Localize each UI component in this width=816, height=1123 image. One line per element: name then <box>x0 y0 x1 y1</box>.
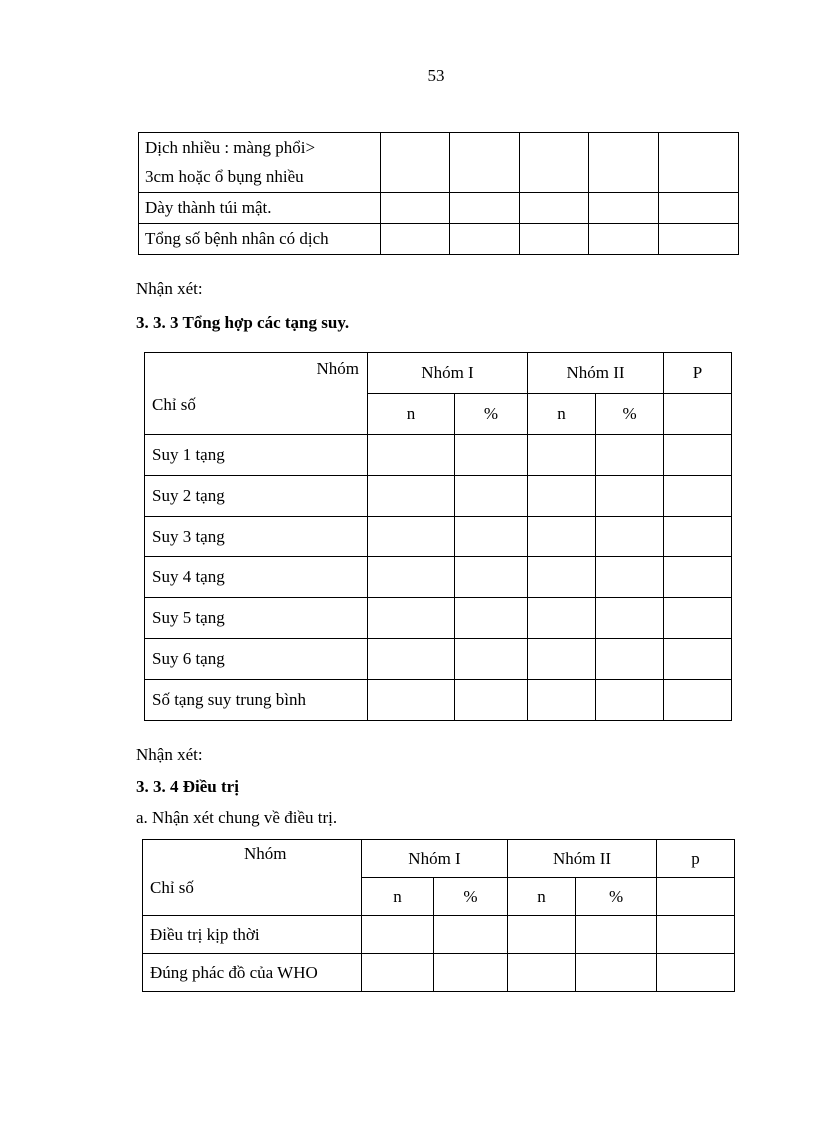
header-n: n <box>368 394 455 435</box>
row-label: Suy 6 tạng <box>145 639 368 680</box>
row-label: Suy 1 tạng <box>145 435 368 476</box>
header-percent: % <box>455 394 528 435</box>
row-label: Tổng số bệnh nhân có dịch <box>139 224 381 255</box>
table-row <box>145 598 732 639</box>
table-row <box>145 557 732 598</box>
row-label: Suy 2 tạng <box>145 476 368 517</box>
section-heading: 3. 3. 3 Tổng hợp các tạng suy. <box>136 313 350 332</box>
header-group-2: Nhóm II <box>528 353 664 394</box>
row-label: Suy 5 tạng <box>145 598 368 639</box>
table-row <box>143 916 735 954</box>
subsection-heading: a. Nhận xét chung về điều trị. <box>136 808 338 827</box>
header-p: P <box>664 353 732 394</box>
table-row <box>145 639 732 680</box>
header-n: n <box>528 394 596 435</box>
table-row <box>139 193 739 224</box>
table-row <box>139 224 739 255</box>
row-label: Đúng phác đồ của WHO <box>143 954 362 992</box>
remark-label: Nhận xét: <box>136 745 203 764</box>
table-row <box>143 954 735 992</box>
header-group-2: Nhóm II <box>508 840 657 878</box>
header-group-label: Nhóm <box>244 844 287 863</box>
table-organ-failure <box>144 352 732 721</box>
header-percent: % <box>596 394 664 435</box>
row-label-line: Dịch nhiều : màng phổi> <box>145 138 316 157</box>
table-header-row <box>145 353 732 394</box>
header-corner-cell <box>143 840 362 916</box>
header-percent: % <box>576 878 657 916</box>
header-index-label: Chỉ số <box>152 395 196 414</box>
row-label <box>139 133 381 193</box>
header-n: n <box>362 878 434 916</box>
table-row <box>145 517 732 557</box>
table-fluid <box>138 132 739 255</box>
header-group-1: Nhóm I <box>368 353 528 394</box>
row-label: Số tạng suy trung bình <box>145 680 368 721</box>
header-corner-cell <box>145 353 368 435</box>
header-index-label: Chỉ số <box>150 878 194 897</box>
table-row <box>145 476 732 517</box>
row-label: Suy 3 tạng <box>145 517 368 557</box>
header-percent: % <box>434 878 508 916</box>
row-label: Điều trị kịp thời <box>143 916 362 954</box>
table-row <box>145 680 732 721</box>
header-group-label: Nhóm <box>316 359 359 378</box>
table-header-row <box>143 840 735 878</box>
row-label-line: 3cm hoặc ổ bụng nhiều <box>145 167 304 186</box>
remark-label: Nhận xét: <box>136 279 203 298</box>
table-treatment <box>142 839 735 992</box>
row-label: Dày thành túi mật. <box>139 193 381 224</box>
table-row <box>139 133 739 193</box>
table-row <box>145 435 732 476</box>
page-number: 53 <box>427 66 445 85</box>
section-heading: 3. 3. 4 Điều trị <box>136 777 239 796</box>
header-n: n <box>508 878 576 916</box>
row-label: Suy 4 tạng <box>145 557 368 598</box>
header-group-1: Nhóm I <box>362 840 508 878</box>
header-p: p <box>657 840 735 878</box>
